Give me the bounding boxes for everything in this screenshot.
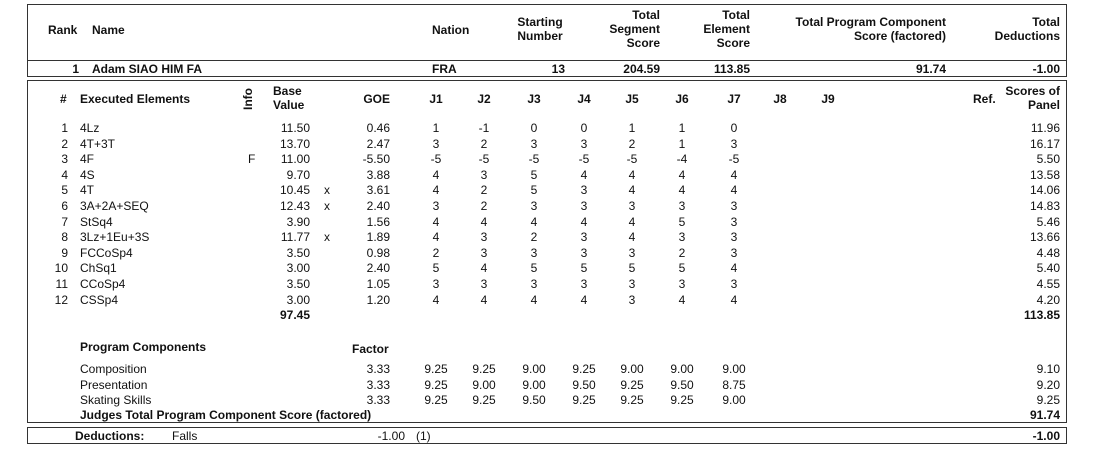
judge-header-4: J4 bbox=[577, 92, 591, 106]
judge-header-5: J5 bbox=[625, 92, 639, 106]
element-judge-score: 3 bbox=[480, 230, 488, 244]
element-code: CCoSp4 bbox=[80, 277, 126, 291]
element-judge-score: 4 bbox=[580, 168, 588, 182]
element-panel-score: 13.66 bbox=[1029, 230, 1060, 244]
nation-header: Nation bbox=[432, 23, 470, 37]
element-judge-score: 4 bbox=[678, 168, 686, 182]
element-judge-score: 3 bbox=[580, 137, 588, 151]
element-judge-score: 3 bbox=[628, 246, 636, 260]
element-goe: 1.56 bbox=[366, 215, 390, 229]
element-judge-score: 4 bbox=[730, 293, 738, 307]
component-panel-score: 9.10 bbox=[1036, 362, 1060, 376]
element-judge-score: -1 bbox=[478, 121, 490, 135]
element-judge-score: 3 bbox=[580, 230, 588, 244]
element-judge-score: 3 bbox=[730, 199, 738, 213]
component-judge-score: 9.25 bbox=[424, 393, 448, 407]
component-factor: 3.33 bbox=[366, 393, 390, 407]
element-judge-score: -5 bbox=[728, 152, 740, 166]
element-judge-score: 2 bbox=[628, 137, 636, 151]
element-judge-score: -5 bbox=[528, 152, 540, 166]
element-goe: 0.98 bbox=[366, 246, 390, 260]
element-judge-score: 3 bbox=[580, 183, 588, 197]
element-judge-score: 4 bbox=[730, 168, 738, 182]
element-base-value: 3.00 bbox=[286, 261, 310, 275]
element-judge-score: 5 bbox=[530, 261, 538, 275]
component-judge-score: 9.25 bbox=[620, 378, 644, 392]
starting-number-value: 13 bbox=[551, 62, 565, 76]
element-goe: 1.89 bbox=[366, 230, 390, 244]
element-base-value: 3.00 bbox=[286, 293, 310, 307]
element-judge-score: 5 bbox=[530, 183, 538, 197]
element-judge-score: 0 bbox=[580, 121, 588, 135]
element-judge-score: 2 bbox=[678, 246, 686, 260]
component-judge-score: 8.75 bbox=[722, 378, 746, 392]
deductions-type: Falls bbox=[172, 429, 198, 443]
element-judge-score: 3 bbox=[432, 137, 440, 151]
element-goe: 2.47 bbox=[366, 137, 390, 151]
deductions-value: -1.00 bbox=[377, 429, 405, 443]
element-judge-score: 4 bbox=[480, 293, 488, 307]
element-judge-score: 5 bbox=[628, 261, 636, 275]
element-base-value: 9.70 bbox=[286, 168, 310, 182]
component-judge-score: 9.25 bbox=[572, 393, 596, 407]
element-base-value: 3.50 bbox=[286, 246, 310, 260]
base-value-header: Base Value bbox=[273, 84, 305, 112]
element-judge-score: 4 bbox=[530, 293, 538, 307]
total-pcs-header: Total Program Component Score (factored) bbox=[795, 15, 946, 43]
factor-header: Factor bbox=[352, 342, 389, 356]
element-number: 9 bbox=[61, 246, 68, 260]
element-panel-score: 11.96 bbox=[1030, 121, 1060, 135]
deductions-label: Deductions: bbox=[75, 429, 145, 443]
element-bonus-mark: x bbox=[324, 183, 330, 197]
total-segment-score-value: 204.59 bbox=[623, 62, 660, 76]
element-base-value: 13.70 bbox=[279, 137, 310, 151]
judge-header-7: J7 bbox=[727, 92, 741, 106]
judge-header-8: J8 bbox=[773, 92, 787, 106]
element-judge-score: 3 bbox=[730, 137, 738, 151]
element-number: 7 bbox=[61, 215, 68, 229]
element-goe: -5.50 bbox=[362, 152, 390, 166]
element-judge-score: 3 bbox=[730, 246, 738, 260]
element-number: 8 bbox=[61, 230, 68, 244]
element-number: 1 bbox=[61, 121, 68, 135]
deductions-total: -1.00 bbox=[1032, 429, 1060, 443]
element-bonus-mark: x bbox=[324, 230, 330, 244]
element-judge-score: 4 bbox=[628, 230, 636, 244]
component-judge-score: 9.00 bbox=[522, 362, 546, 376]
component-name: Skating Skills bbox=[80, 393, 152, 407]
element-judge-score: 2 bbox=[530, 230, 538, 244]
goe-header: GOE bbox=[363, 92, 390, 106]
element-judge-score: 2 bbox=[480, 137, 488, 151]
element-judge-score: 4 bbox=[432, 168, 440, 182]
pcs-total-label: Judges Total Program Component Score (factored) bbox=[80, 408, 372, 422]
element-base-value: 10.45 bbox=[279, 183, 310, 197]
component-name: Composition bbox=[80, 362, 147, 376]
element-judge-score: 3 bbox=[580, 199, 588, 213]
summary-divider bbox=[28, 60, 1066, 61]
component-judge-score: 9.25 bbox=[472, 362, 496, 376]
element-judge-score: -5 bbox=[430, 152, 442, 166]
element-goe: 2.40 bbox=[366, 199, 390, 213]
element-judge-score: 4 bbox=[480, 215, 488, 229]
element-code: 4F bbox=[80, 152, 95, 166]
element-judge-score: 3 bbox=[432, 199, 440, 213]
element-number: 5 bbox=[61, 183, 68, 197]
element-code: 3Lz+1Eu+3S bbox=[80, 230, 150, 244]
element-judge-score: 4 bbox=[628, 215, 636, 229]
element-code: 4T+3T bbox=[80, 137, 116, 151]
element-judge-score: 3 bbox=[678, 277, 686, 291]
component-judge-score: 9.00 bbox=[722, 393, 746, 407]
component-judge-score: 9.00 bbox=[722, 362, 746, 376]
element-panel-score: 5.40 bbox=[1036, 261, 1060, 275]
element-bonus-mark: x bbox=[324, 199, 330, 213]
element-judge-score: 3 bbox=[580, 277, 588, 291]
element-judge-score: 4 bbox=[432, 183, 440, 197]
element-base-value: 12.43 bbox=[279, 199, 310, 213]
element-goe: 2.40 bbox=[366, 261, 390, 275]
element-goe: 1.20 bbox=[366, 293, 390, 307]
element-panel-score: 5.46 bbox=[1036, 215, 1060, 229]
component-name: Presentation bbox=[80, 378, 148, 392]
total-pcs-value: 91.74 bbox=[915, 62, 946, 76]
judge-header-9: J9 bbox=[821, 92, 835, 106]
element-code: ChSq1 bbox=[80, 261, 117, 275]
element-code: 3A+2A+SEQ bbox=[80, 199, 149, 213]
element-judge-score: 4 bbox=[628, 183, 636, 197]
element-base-value: 3.50 bbox=[286, 277, 310, 291]
element-judge-score: 3 bbox=[730, 277, 738, 291]
element-base-value: 3.90 bbox=[286, 215, 310, 229]
element-number: 4 bbox=[61, 168, 68, 182]
executed-elements-header: Executed Elements bbox=[80, 92, 191, 106]
scores-of-panel-header: Scores of Panel bbox=[1005, 84, 1060, 112]
element-judge-score: 4 bbox=[628, 168, 636, 182]
total-deductions-value: -1.00 bbox=[1032, 62, 1060, 76]
judge-header-1: J1 bbox=[429, 92, 443, 106]
element-goe: 1.05 bbox=[366, 277, 390, 291]
element-judge-score: 3 bbox=[628, 277, 636, 291]
element-panel-score: 16.17 bbox=[1029, 137, 1060, 151]
element-judge-score: 2 bbox=[432, 246, 440, 260]
component-judge-score: 9.50 bbox=[670, 378, 694, 392]
element-judge-score: 4 bbox=[432, 293, 440, 307]
element-goe: 0.46 bbox=[366, 121, 390, 135]
element-judge-score: 4 bbox=[480, 261, 488, 275]
element-judge-score: 0 bbox=[530, 121, 538, 135]
element-judge-score: 1 bbox=[432, 121, 440, 135]
rank-header: Rank bbox=[48, 23, 78, 37]
deductions-count: (1) bbox=[416, 429, 431, 443]
element-judge-score: 3 bbox=[628, 293, 636, 307]
info-header: Info bbox=[241, 88, 255, 110]
total-segment-score-header: Total Segment Score bbox=[609, 8, 660, 50]
element-judge-score: 3 bbox=[530, 277, 538, 291]
component-judge-score: 9.00 bbox=[670, 362, 694, 376]
element-judge-score: 5 bbox=[530, 168, 538, 182]
element-judge-score: 3 bbox=[678, 199, 686, 213]
element-judge-score: 1 bbox=[628, 121, 636, 135]
component-panel-score: 9.20 bbox=[1036, 378, 1060, 392]
element-code: FCCoSp4 bbox=[80, 246, 133, 260]
element-judge-score: 5 bbox=[432, 261, 440, 275]
element-base-value: 11.77 bbox=[280, 230, 310, 244]
nation-value: FRA bbox=[432, 62, 457, 76]
ref-header: Ref. bbox=[973, 92, 996, 106]
component-judge-score: 9.00 bbox=[472, 378, 496, 392]
element-number: 10 bbox=[54, 261, 68, 275]
component-judge-score: 9.00 bbox=[620, 362, 644, 376]
element-judge-score: 4 bbox=[580, 215, 588, 229]
panel-total: 113.85 bbox=[1023, 308, 1060, 322]
element-goe: 3.61 bbox=[366, 183, 390, 197]
component-judge-score: 9.25 bbox=[572, 362, 596, 376]
rank-value: 1 bbox=[72, 62, 79, 76]
element-judge-score: 4 bbox=[730, 261, 738, 275]
element-judge-score: 3 bbox=[480, 277, 488, 291]
element-judge-score: -5 bbox=[478, 152, 490, 166]
element-judge-score: -5 bbox=[578, 152, 590, 166]
element-judge-score: 5 bbox=[678, 215, 686, 229]
element-code: CSSp4 bbox=[80, 293, 119, 307]
element-judge-score: 3 bbox=[530, 199, 538, 213]
element-judge-score: 4 bbox=[730, 183, 738, 197]
element-panel-score: 4.20 bbox=[1036, 293, 1060, 307]
element-number: 2 bbox=[61, 137, 68, 151]
component-factor: 3.33 bbox=[366, 362, 390, 376]
component-judge-score: 9.25 bbox=[620, 393, 644, 407]
element-judge-score: 3 bbox=[432, 277, 440, 291]
element-judge-score: 3 bbox=[580, 246, 588, 260]
element-judge-score: 3 bbox=[480, 246, 488, 260]
element-judge-score: 2 bbox=[480, 199, 488, 213]
element-judge-score: 3 bbox=[480, 168, 488, 182]
total-element-score-header: Total Element Score bbox=[703, 8, 750, 50]
element-judge-score: 4 bbox=[432, 230, 440, 244]
component-judge-score: 9.25 bbox=[670, 393, 694, 407]
element-judge-score: 5 bbox=[580, 261, 588, 275]
element-judge-score: 3 bbox=[730, 215, 738, 229]
element-judge-score: 5 bbox=[678, 261, 686, 275]
element-number: 11 bbox=[55, 277, 68, 291]
element-judge-score: 4 bbox=[580, 293, 588, 307]
element-number: 12 bbox=[54, 293, 68, 307]
element-panel-score: 14.06 bbox=[1029, 183, 1060, 197]
starting-number-header: Starting Number bbox=[517, 15, 563, 43]
element-code: 4Lz bbox=[80, 121, 100, 135]
element-judge-score: 3 bbox=[628, 199, 636, 213]
element-judge-score: -4 bbox=[676, 152, 688, 166]
element-judge-score: 3 bbox=[730, 230, 738, 244]
name-header: Name bbox=[92, 23, 125, 37]
total-element-score-value: 113.85 bbox=[713, 62, 750, 76]
base-value-total: 97.45 bbox=[279, 308, 310, 322]
judge-header-6: J6 bbox=[675, 92, 689, 106]
element-base-value: 11.00 bbox=[280, 152, 310, 166]
element-judge-score: 3 bbox=[530, 246, 538, 260]
element-judge-score: 2 bbox=[480, 183, 488, 197]
element-judge-score: 4 bbox=[530, 215, 538, 229]
element-judge-score: 4 bbox=[678, 183, 686, 197]
program-components-title: Program Components bbox=[80, 340, 207, 354]
element-code: StSq4 bbox=[80, 215, 113, 229]
num-header: # bbox=[60, 92, 67, 106]
component-panel-score: 9.25 bbox=[1036, 393, 1060, 407]
element-judge-score: 1 bbox=[678, 137, 686, 151]
component-judge-score: 9.50 bbox=[522, 393, 546, 407]
element-judge-score: 4 bbox=[678, 293, 686, 307]
element-number: 6 bbox=[61, 199, 68, 213]
component-judge-score: 9.50 bbox=[572, 378, 596, 392]
element-panel-score: 4.48 bbox=[1036, 246, 1060, 260]
element-judge-score: 3 bbox=[678, 230, 686, 244]
element-code: 4S bbox=[80, 168, 95, 182]
element-judge-score: 0 bbox=[730, 121, 738, 135]
element-judge-score: 1 bbox=[678, 121, 686, 135]
component-judge-score: 9.25 bbox=[424, 378, 448, 392]
element-info: F bbox=[248, 152, 256, 166]
element-code: 4T bbox=[80, 183, 95, 197]
element-base-value: 11.50 bbox=[280, 121, 310, 135]
element-judge-score: -5 bbox=[626, 152, 638, 166]
skater-name: Adam SIAO HIM FA bbox=[92, 62, 203, 76]
element-panel-score: 13.58 bbox=[1029, 168, 1060, 182]
total-deductions-header: Total Deductions bbox=[994, 15, 1060, 43]
element-judge-score: 4 bbox=[432, 215, 440, 229]
judge-header-3: J3 bbox=[527, 92, 541, 106]
component-factor: 3.33 bbox=[366, 378, 390, 392]
element-number: 3 bbox=[61, 152, 68, 166]
component-judge-score: 9.00 bbox=[522, 378, 546, 392]
element-panel-score: 5.50 bbox=[1036, 152, 1060, 166]
pcs-total-value: 91.74 bbox=[1029, 408, 1060, 422]
element-judge-score: 3 bbox=[530, 137, 538, 151]
component-judge-score: 9.25 bbox=[472, 393, 496, 407]
element-goe: 3.88 bbox=[366, 168, 390, 182]
judge-header-2: J2 bbox=[477, 92, 491, 106]
component-judge-score: 9.25 bbox=[424, 362, 448, 376]
element-panel-score: 4.55 bbox=[1036, 277, 1060, 291]
element-panel-score: 14.83 bbox=[1029, 199, 1060, 213]
